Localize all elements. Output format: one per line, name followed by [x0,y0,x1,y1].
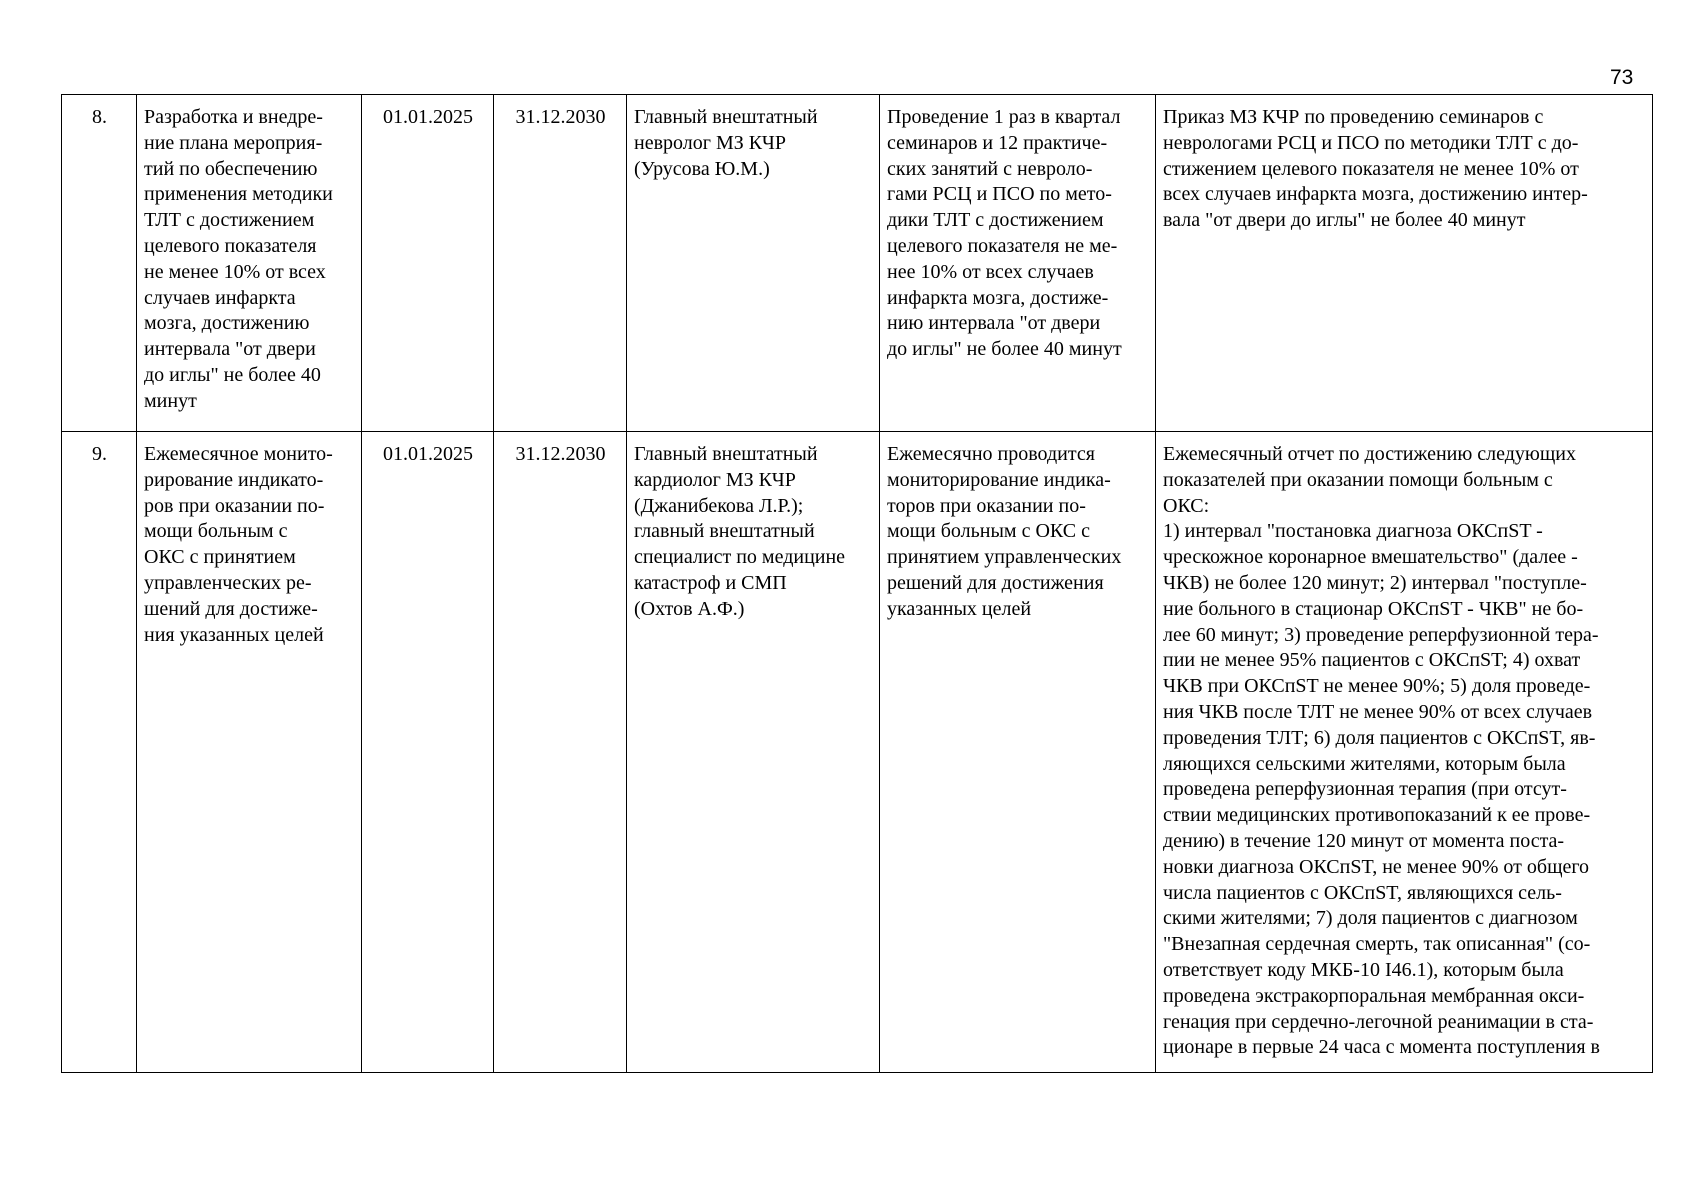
text-line: вала "от двери до иглы" не более 40 минут [1163,209,1526,232]
text-line: нее 10% от всех случаев [887,260,1094,283]
text-line: мониторирование индика- [887,468,1111,491]
text-line: ния указанных целей [144,623,324,646]
text-line: принятием управленческих [887,546,1122,569]
text-line: ния ЧКВ после ТЛТ не менее 90% от всех случаев [1163,700,1593,723]
text-line: ОКС: [1163,494,1210,517]
text-line: проведена реперфузионная терапия (при отсут- [1163,778,1567,801]
text-line: ляющихся сельскими жителями, которым была [1163,752,1566,775]
text-line: Приказ МЗ КЧР по проведению семинаров с [1163,106,1544,128]
text-line: Проведение 1 раз в квартал [887,106,1121,128]
end-date-cell: 31.12.2030 [494,432,627,1073]
text-line: чрескожное коронарное вмешательство" (далее - [1163,546,1578,569]
text-line: инфаркта мозга, достиже- [887,286,1109,309]
text-line: ЧКВ при ОКСпST не менее 90%; 5) доля проведе- [1163,675,1591,698]
end-date-cell: 31.12.2030 [494,95,627,432]
text-line: интервала "от двери [144,338,316,361]
text-line: ских занятий с невроло- [887,157,1093,180]
characteristic-cell [880,432,1156,1073]
text-line: гами РСЦ и ПСО по мето- [887,183,1112,206]
text-line: решений для достижения [887,571,1104,594]
text-line: рирование индикато- [144,468,324,491]
activities-table [61,94,1653,1073]
text-line: числа пациентов с ОКСпST, являющихся сель- [1163,881,1562,904]
text-line: шений для достиже- [144,597,318,620]
text-line: ответствует коду МКБ-10 I46.1), которым была [1163,958,1564,981]
text-line: до иглы" не более 40 [144,363,321,386]
text-line: не менее 10% от всех [144,260,326,283]
text-line: ние плана мероприя- [144,131,323,154]
result-cell [1156,95,1653,432]
text-line: целевого показателя [144,234,317,257]
text-line: генация при сердечно-легочной реанимации в ста- [1163,1010,1594,1033]
text-line: стижением целевого показателя не менее 10% от [1163,157,1579,180]
text-line: торов при оказании по- [887,494,1086,517]
text-line: применения методики [144,183,333,206]
responsible-cell [627,95,880,432]
text-line: управленческих ре- [144,571,312,594]
text-line: дению) в течение 120 минут от момента поста- [1163,829,1565,852]
text-line: пии не менее 95% пациентов с ОКСпST; 4) охват [1163,649,1581,672]
text-line: ционаре в первые 24 часа с момента поступления в [1163,1036,1600,1059]
text-line: мощи больным с ОКС с [887,520,1090,543]
text-line: ров при оказании по- [144,494,325,517]
text-line: Ежемесячно проводится [887,443,1095,465]
text-line: скими жителями; 7) доля пациентов с диагнозом [1163,907,1578,930]
text-line: 1) интервал "постановка диагноза ОКСпST - [1163,520,1543,543]
text-line: "Внезапная сердечная смерть, так описанная" (со- [1163,933,1591,956]
text-line: (Охтов А.Ф.) [634,597,745,620]
text-line: ТЛТ с достижением [144,209,315,232]
text-line: главный внештатный [634,520,815,543]
text-line: указанных целей [887,597,1032,620]
text-line: лее 60 минут; 3) проведение реперфузионной тера- [1163,623,1599,646]
text-line: показателей при оказании помощи больным с [1163,468,1553,491]
text-line: случаев инфаркта [144,286,296,309]
text-line: проведения ТЛТ; 6) доля пациентов с ОКСпST, яв- [1163,726,1596,749]
text-line: ОКС с принятием [144,546,296,569]
text-line: неврологами РСЦ и ПСО по методики ТЛТ с до- [1163,131,1579,154]
text-line: Ежемесячный отчет по достижению следующих [1163,443,1576,465]
text-line: невролог МЗ КЧР [634,131,786,154]
table-row [62,95,1653,432]
event-cell [137,432,362,1073]
text-line: ЧКВ) не более 120 минут; 2) интервал "поступле- [1163,571,1587,594]
text-line: Ежемесячное монито- [144,443,333,465]
text-line: мозга, достижению [144,312,310,335]
characteristic-cell [880,95,1156,432]
page-number: 73 [1610,66,1634,89]
text-line: до иглы" не более 40 минут [887,338,1122,361]
text-line: ние больного в стационар ОКСпST - ЧКВ" не бо- [1163,597,1584,620]
text-line: ствии медицинских противопоказаний к ее прове- [1163,804,1591,827]
text-line: (Джанибекова Л.Р.); [634,494,804,517]
text-line: специалист по медицине [634,546,846,569]
text-line: кардиолог МЗ КЧР [634,468,796,491]
event-cell [137,95,362,432]
text-line: Главный внештатный [634,106,818,128]
text-line: нию интервала "от двери [887,312,1101,335]
text-line: целевого показателя не ме- [887,234,1118,257]
table-row [62,432,1653,1073]
text-line: проведена экстракорпоральная мембранная окси- [1163,984,1585,1007]
text-line: Главный внештатный [634,443,818,465]
text-line: семинаров и 12 практиче- [887,131,1108,154]
row-number-cell: 8. [62,95,137,432]
text-line: всех случаев инфаркта мозга, достижению интер- [1163,183,1588,206]
text-line: новки диагноза ОКСпST, не менее 90% от общего [1163,855,1590,878]
responsible-cell [627,432,880,1073]
result-cell [1156,432,1653,1073]
text-line: дики ТЛТ с достижением [887,209,1104,232]
text-line: минут [144,389,197,412]
text-line: тий по обеспечению [144,157,318,180]
row-number-cell: 9. [62,432,137,1073]
start-date-cell: 01.01.2025 [362,95,494,432]
text-line: (Урусова Ю.М.) [634,157,770,180]
text-line: катастроф и СМП [634,571,787,594]
text-line: Разработка и внедре- [144,106,323,128]
start-date-cell: 01.01.2025 [362,432,494,1073]
text-line: мощи больным с [144,520,288,543]
